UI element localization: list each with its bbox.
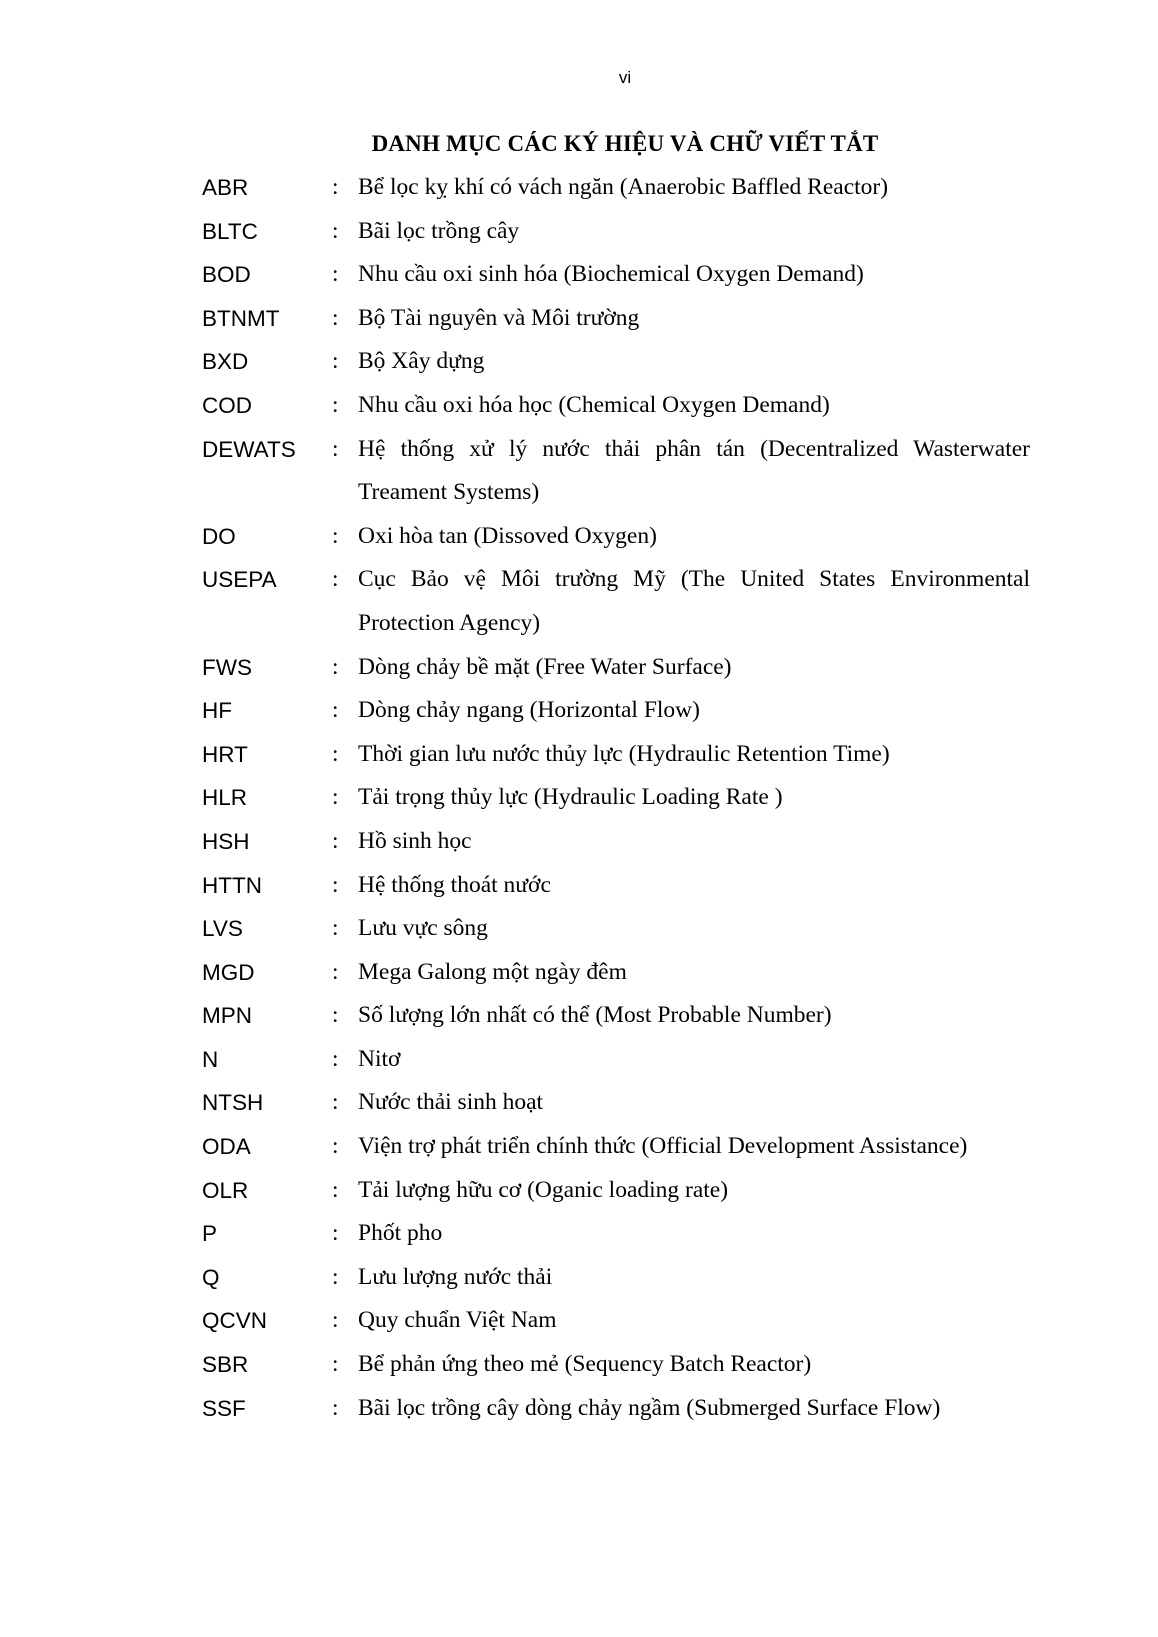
abbreviation-row <box>202 1299 1030 1343</box>
abbreviation-definition: Bãi lọc trồng cây dòng chảy ngầm (Submerged Surface Flow) <box>358 1394 941 1421</box>
abbreviation-separator: : <box>332 522 339 549</box>
abbreviation-separator: : <box>332 304 339 331</box>
abbreviation-row <box>202 297 1030 341</box>
abbreviation-term: HF <box>202 698 232 724</box>
abbreviation-separator: : <box>332 784 339 811</box>
abbreviation-term: DO <box>202 523 236 549</box>
abbreviation-definition: Hệ thống thoát nước <box>358 871 551 898</box>
abbreviation-row <box>202 820 1030 864</box>
abbreviation-term: NTSH <box>202 1090 264 1116</box>
abbreviation-term: BXD <box>202 349 249 375</box>
abbreviation-definition: Lưu lượng nước thải <box>358 1263 553 1290</box>
abbreviation-definition: Dòng chảy ngang (Horizontal Flow) <box>358 697 700 724</box>
abbreviation-definition: Quy chuẩn Việt Nam <box>358 1307 557 1334</box>
abbreviation-definition: Hệ thống xử lý nước thải phân tán (Decentralized Wasterwater Treament Systems) <box>358 435 1030 506</box>
abbreviation-row <box>202 1212 1030 1256</box>
abbreviation-row <box>202 1081 1030 1125</box>
abbreviation-row <box>202 384 1030 428</box>
abbreviation-row <box>202 1387 1030 1431</box>
abbreviation-row <box>202 1038 1030 1082</box>
abbreviation-row <box>202 210 1030 254</box>
abbreviation-term: ABR <box>202 175 249 200</box>
abbreviation-definition: Lưu vực sông <box>358 915 488 942</box>
abbreviation-term: HLR <box>202 785 248 811</box>
abbreviation-term: P <box>202 1221 218 1247</box>
abbreviation-definition: Nhu cầu oxi hóa học (Chemical Oxygen Demand) <box>358 391 830 418</box>
abbreviation-definition: Oxi hòa tan (Dissoved Oxygen) <box>358 522 657 549</box>
abbreviation-row <box>202 1343 1030 1387</box>
abbreviation-row <box>202 558 1030 645</box>
abbreviation-separator: : <box>332 1263 339 1290</box>
abbreviation-row <box>202 166 1030 210</box>
abbreviation-row <box>202 646 1030 690</box>
abbreviation-term: COD <box>202 392 252 418</box>
abbreviation-definition: Bể phản ứng theo mẻ (Sequency Batch Reactor) <box>358 1351 812 1378</box>
abbreviation-row <box>202 907 1030 951</box>
abbreviation-row <box>202 689 1030 733</box>
abbreviation-definition: Mega Galong một ngày đêm <box>358 958 627 985</box>
abbreviation-term: BOD <box>202 262 251 288</box>
abbreviation-separator: : <box>332 1176 339 1203</box>
abbreviation-term: Q <box>202 1264 220 1290</box>
abbreviation-definition: Nước thải sinh hoạt <box>358 1089 544 1116</box>
abbreviation-term: HRT <box>202 741 248 767</box>
abbreviation-term: FWS <box>202 654 252 680</box>
abbreviation-definition: Hồ sinh học <box>358 827 472 854</box>
abbreviation-separator: : <box>332 958 339 985</box>
abbreviation-row <box>202 951 1030 995</box>
abbreviation-definition: Viện trợ phát triển chính thức (Official Development Assistance) <box>358 1133 968 1160</box>
abbreviation-separator: : <box>332 261 339 288</box>
abbreviation-separator: : <box>332 1089 339 1116</box>
abbreviation-separator: : <box>332 435 339 462</box>
abbreviation-separator: : <box>332 1220 339 1247</box>
abbreviation-row <box>202 776 1030 820</box>
abbreviation-term: BLTC <box>202 218 258 244</box>
abbreviation-definition: Bộ Tài nguyên và Môi trường <box>358 304 640 331</box>
abbreviation-separator: : <box>332 1394 339 1421</box>
abbreviation-row <box>202 340 1030 384</box>
abbreviation-definition: Bể lọc kỵ khí có vách ngăn (Anaerobic Baffled Reactor) <box>358 174 889 200</box>
abbreviation-definition: Bãi lọc trồng cây <box>358 217 520 244</box>
abbreviation-definition: Cục Bảo vệ Môi trường Mỹ (The United States Environmental Protection Agency) <box>358 566 1030 636</box>
abbreviation-term: N <box>202 1046 219 1072</box>
abbreviation-definition: Nhu cầu oxi sinh hóa (Biochemical Oxygen Demand) <box>358 261 864 288</box>
abbreviation-row <box>202 994 1030 1038</box>
abbreviation-separator: : <box>332 697 339 724</box>
abbreviation-separator: : <box>332 827 339 854</box>
abbreviation-definition: Tải lượng hữu cơ (Oganic loading rate) <box>358 1176 729 1203</box>
abbreviation-term: LVS <box>202 916 243 942</box>
abbreviation-term: ODA <box>202 1134 251 1160</box>
abbreviation-separator: : <box>332 915 339 942</box>
abbreviation-term: QCVN <box>202 1308 268 1334</box>
abbreviation-separator: : <box>332 348 339 375</box>
abbreviation-separator: : <box>332 391 339 418</box>
abbreviation-definition: Dòng chảy bề mặt (Free Water Surface) <box>358 653 732 680</box>
abbreviation-term: SBR <box>202 1352 249 1378</box>
abbreviation-term: OLR <box>202 1177 249 1203</box>
abbreviation-row <box>202 515 1030 559</box>
abbreviation-row <box>202 1125 1030 1169</box>
abbreviation-separator: : <box>332 653 339 680</box>
abbreviation-row <box>202 428 1030 515</box>
abbreviation-definition: Nitơ <box>358 1045 401 1072</box>
abbreviation-separator: : <box>332 174 339 200</box>
abbreviation-separator: : <box>332 1045 339 1072</box>
abbreviation-separator: : <box>332 740 339 767</box>
abbreviation-separator: : <box>332 1351 339 1378</box>
abbreviation-definition: Bộ Xây dựng <box>358 348 485 375</box>
abbreviation-term: HTTN <box>202 872 262 898</box>
abbreviation-term: SSF <box>202 1395 246 1421</box>
page-number: vi <box>618 68 632 87</box>
abbreviation-term: MPN <box>202 1003 252 1029</box>
abbreviation-term: USEPA <box>202 567 277 593</box>
abbreviation-separator: : <box>332 1133 339 1160</box>
abbreviation-separator: : <box>332 1002 339 1029</box>
abbreviation-separator: : <box>332 871 339 898</box>
abbreviation-term: HSH <box>202 828 250 854</box>
abbreviation-definition: Thời gian lưu nước thủy lực (Hydraulic Retention Time) <box>358 740 890 767</box>
abbreviation-term: MGD <box>202 959 255 985</box>
abbreviation-separator: : <box>332 1307 339 1334</box>
abbreviation-separator: : <box>332 566 339 593</box>
abbreviation-row <box>202 1256 1030 1300</box>
abbreviation-row <box>202 733 1030 777</box>
abbreviation-separator: : <box>332 217 339 244</box>
abbreviation-term: BTNMT <box>202 305 280 331</box>
abbreviation-row <box>202 253 1030 297</box>
abbreviation-list <box>202 166 1030 1430</box>
abbreviation-row <box>202 1169 1030 1213</box>
abbreviation-term: DEWATS <box>202 436 296 462</box>
abbreviation-row <box>202 864 1030 908</box>
abbreviation-definition: Tải trọng thủy lực (Hydraulic Loading Rate ) <box>358 784 783 811</box>
abbreviation-definition: Số lượng lớn nhất có thể (Most Probable Number) <box>358 1002 832 1029</box>
abbreviation-definition: Phốt pho <box>358 1220 443 1247</box>
page-title: DANH MỤC CÁC KÝ HIỆU VÀ CHỮ VIẾT TẮT <box>371 131 879 156</box>
